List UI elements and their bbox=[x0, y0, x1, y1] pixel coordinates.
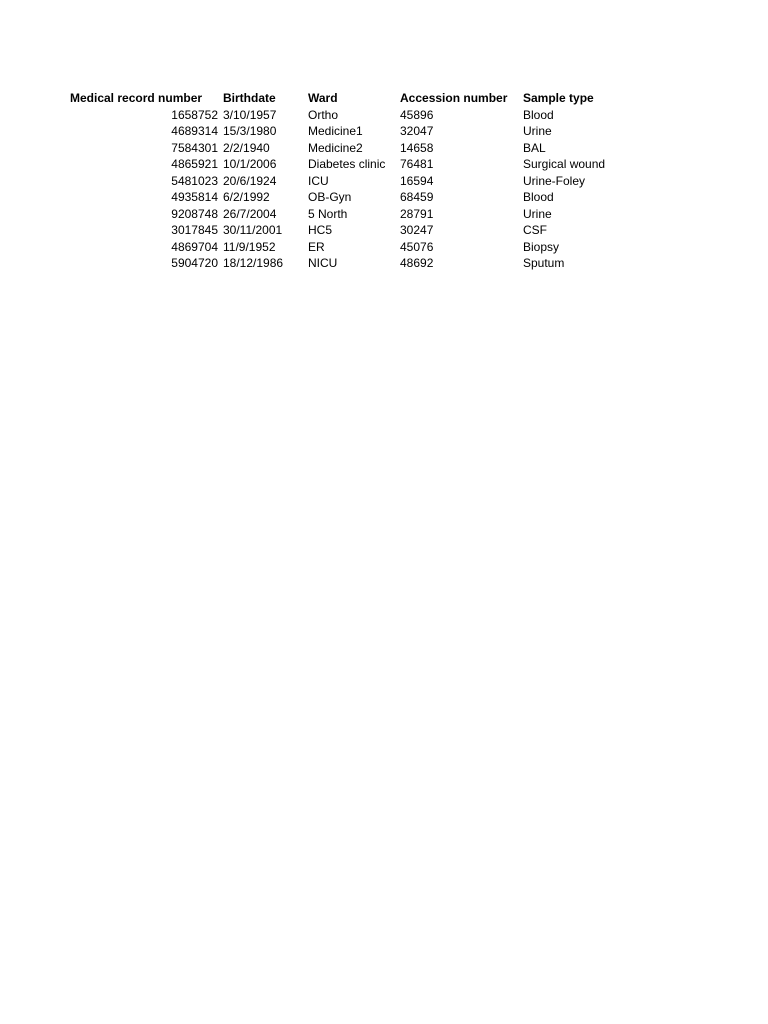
cell-sample-type: Urine-Foley bbox=[523, 173, 586, 188]
cell-accession: 68459 bbox=[400, 190, 434, 204]
cell-birthdate: 15/3/1980 bbox=[223, 124, 277, 138]
cell-sample-type: Blood bbox=[523, 107, 554, 122]
table-row bbox=[68, 239, 633, 256]
cell-sample-type: Sputum bbox=[523, 256, 565, 270]
table-row bbox=[68, 206, 633, 223]
table-row bbox=[68, 255, 633, 272]
cell-mrn: 4689314 bbox=[171, 124, 218, 138]
header-ward: Ward bbox=[308, 91, 338, 105]
cell-sample-type: Surgical wound bbox=[523, 157, 606, 171]
cell-ward: Diabetes clinic bbox=[308, 157, 386, 171]
cell-sample-type: Urine bbox=[523, 206, 552, 221]
cell-sample-type: Urine bbox=[523, 124, 552, 138]
cell-mrn: 5904720 bbox=[171, 256, 218, 270]
table-header bbox=[68, 90, 633, 107]
cell-accession: 16594 bbox=[400, 173, 434, 188]
cell-accession: 32047 bbox=[400, 124, 434, 138]
cell-birthdate: 6/2/1992 bbox=[223, 190, 270, 204]
cell-mrn: 7584301 bbox=[171, 140, 218, 155]
cell-accession: 45896 bbox=[400, 107, 434, 122]
cell-sample-type: Blood bbox=[523, 190, 554, 204]
header-sample-type: Sample type bbox=[523, 91, 594, 105]
cell-accession: 28791 bbox=[400, 206, 434, 221]
cell-accession: 45076 bbox=[400, 239, 434, 254]
cell-birthdate: 30/11/2001 bbox=[223, 223, 283, 237]
cell-birthdate: 3/10/1957 bbox=[223, 107, 277, 122]
table-body bbox=[68, 107, 633, 272]
cell-sample-type: CSF bbox=[523, 223, 547, 237]
table-row bbox=[68, 173, 633, 190]
table-row bbox=[68, 123, 633, 140]
cell-mrn: 1658752 bbox=[171, 107, 218, 122]
table-row bbox=[68, 189, 633, 206]
cell-birthdate: 2/2/1940 bbox=[223, 140, 270, 155]
cell-accession: 48692 bbox=[400, 256, 434, 270]
cell-accession: 14658 bbox=[400, 140, 434, 155]
cell-mrn: 4935814 bbox=[171, 190, 218, 204]
header-row bbox=[68, 90, 633, 107]
cell-ward: Medicine1 bbox=[308, 124, 363, 138]
cell-ward: NICU bbox=[308, 256, 338, 270]
cell-mrn: 5481023 bbox=[171, 173, 218, 188]
cell-birthdate: 26/7/2004 bbox=[223, 206, 277, 221]
cell-ward: Medicine2 bbox=[308, 140, 363, 155]
cell-mrn: 9208748 bbox=[171, 206, 218, 221]
cell-birthdate: 10/1/2006 bbox=[223, 157, 277, 171]
header-birthdate: Birthdate bbox=[223, 91, 276, 105]
cell-ward: ICU bbox=[308, 173, 329, 188]
cell-birthdate: 11/9/1952 bbox=[223, 239, 276, 254]
table-row bbox=[68, 156, 633, 173]
table-row bbox=[68, 107, 633, 124]
cell-mrn: 4865921 bbox=[171, 157, 218, 171]
header-accession-number: Accession number bbox=[400, 91, 508, 105]
cell-ward: ER bbox=[308, 239, 325, 254]
cell-mrn: 4869704 bbox=[171, 239, 218, 254]
cell-ward: Ortho bbox=[308, 107, 339, 122]
cell-ward: 5 North bbox=[308, 206, 348, 221]
cell-accession: 30247 bbox=[400, 223, 434, 237]
cell-ward: OB-Gyn bbox=[308, 190, 352, 204]
table-row bbox=[68, 140, 633, 157]
cell-sample-type: BAL bbox=[523, 140, 546, 155]
cell-birthdate: 18/12/1986 bbox=[223, 256, 284, 270]
table-row bbox=[68, 222, 633, 239]
cell-accession: 76481 bbox=[400, 157, 434, 171]
cell-sample-type: Biopsy bbox=[523, 239, 560, 254]
cell-mrn: 3017845 bbox=[171, 223, 218, 237]
sample-table bbox=[68, 90, 633, 272]
cell-birthdate: 20/6/1924 bbox=[223, 173, 277, 188]
cell-ward: HC5 bbox=[308, 223, 333, 237]
header-medical-record-number: Medical record number bbox=[70, 91, 203, 105]
